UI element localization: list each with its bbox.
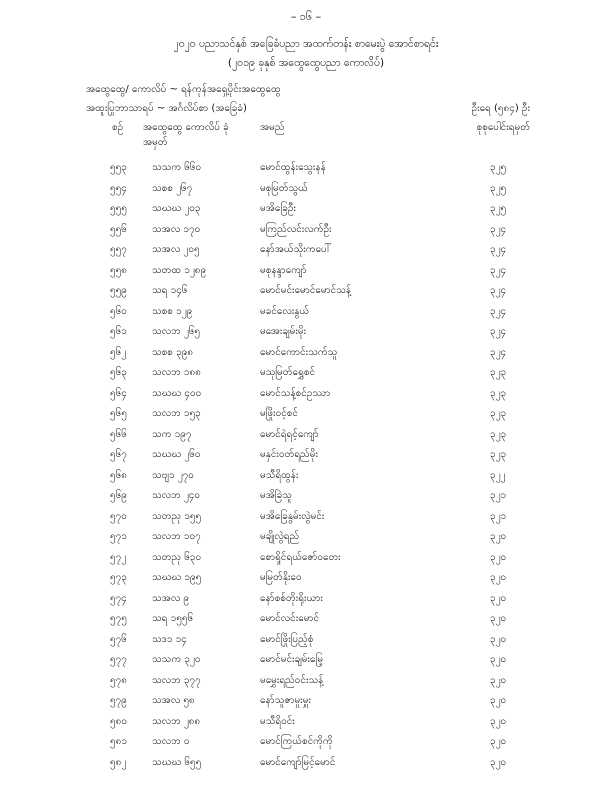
table-row [0, 509, 612, 530]
document-subtitle: (၂၀၁၉ ခုနှစ် အထွေထွေပညာ ကောလိပ်) [227, 57, 385, 69]
roll-cell: သဃဃ ၆၅၅ [152, 756, 202, 768]
serial-cell: ၅၈၁ [110, 736, 127, 747]
table-row [0, 222, 612, 243]
roll-cell: သအလ ၅၈ [152, 695, 195, 706]
results-list [0, 160, 612, 775]
table-row [0, 427, 612, 448]
table-row [0, 652, 612, 673]
subject-line: အထူးပြုဘာသာရပ် ~ အင်္ဂလိပ်စာ (အခြေခံ) [86, 103, 247, 114]
table-row [0, 570, 612, 591]
mark-cell: ၃၂၀ [490, 572, 507, 583]
table-row [0, 263, 612, 284]
mark-cell: ၃၂၀ [490, 531, 507, 542]
header-total-marks: စုစုပေါင်းရမှတ် [476, 122, 530, 133]
name-cell: မဖြိုးဝင့်စင် [260, 408, 298, 419]
name-cell: မသီရိထွန်း [260, 469, 299, 481]
roll-cell: သစစ ၃၉၈ [152, 346, 194, 358]
roll-cell: သတညု ၁၅၅ [152, 510, 202, 522]
roll-cell: သအလ ၉ [152, 592, 190, 604]
table-row [0, 406, 612, 427]
mark-cell: ၃၂၀ [490, 756, 507, 768]
name-cell: နော်စစ်တိုးရိုးယား [260, 592, 323, 604]
name-cell: မောင်မင်းမောင်မောင်သန့် [260, 285, 352, 296]
name-cell: မောင်ထွန်းသွေးနန် [260, 162, 326, 173]
serial-cell: ၅၅၆ [110, 223, 127, 235]
serial-cell: ၅၆၂ [110, 346, 127, 358]
name-cell: မောင်မင်းချမ်းမြေ့ [260, 654, 324, 665]
student-count: ဦးရေ (၅၈၄) ဦး [471, 103, 530, 114]
table-row [0, 550, 612, 571]
roll-cell: သစစ ၂၆၇ [152, 182, 193, 194]
roll-cell: သသက ၆၆၀ [152, 162, 202, 173]
table-row [0, 447, 612, 468]
table-row [0, 693, 612, 714]
name-cell: မသီရိဝင်း [260, 715, 295, 727]
mark-cell: ၃၂၀ [490, 674, 507, 686]
mark-cell: ၃၂၄ [490, 223, 507, 235]
roll-cell: သရ ၁၅၅၆ [152, 613, 194, 624]
name-cell: မစုနန္ဒာကျော် [260, 264, 307, 276]
table-row [0, 386, 612, 407]
roll-cell: သလဘ ၁၀၇ [152, 531, 201, 542]
mark-cell: ၃၂၂ [490, 469, 506, 481]
serial-cell: ၅၇၆ [110, 633, 127, 645]
page-number: – ၁၆ – [290, 10, 322, 23]
name-cell: မကြည်လင်းလက်ဦး [260, 223, 332, 235]
serial-cell: ၅၅၈ [110, 264, 127, 276]
table-row [0, 529, 612, 550]
table-row [0, 468, 612, 489]
name-cell: နော်အယ်သိုးကပေါ် [260, 244, 332, 255]
roll-cell: သလဘ ၃၇၇ [152, 674, 201, 686]
serial-cell: ၅၇၅ [110, 613, 127, 624]
header-name: အမည် [260, 122, 285, 133]
roll-cell: သလဘ ၀ [152, 736, 190, 747]
table-row [0, 365, 612, 386]
name-cell: နော်သူဇာမှုးမှူး [260, 695, 311, 706]
name-cell: မအိခြေဦး [260, 203, 296, 214]
school-line: အထွေထွေ/ ကောလိပ် ~ ရန်ကုန်အရှေ့ပိုင်းအထွေထွေ [86, 84, 281, 95]
header-roll: အထွေထွေ ကောလိပ် ခုံအမှတ် [143, 122, 229, 148]
name-cell: မမွှေးရည်ဝင်းသန့် [260, 674, 324, 686]
table-row [0, 242, 612, 263]
table-row [0, 304, 612, 325]
serial-cell: ၅၅၇ [110, 244, 127, 255]
roll-cell: သလဘ ၂၈၈ [152, 715, 201, 727]
serial-cell: ၅၇၇ [110, 654, 127, 665]
serial-cell: ၅၈၀ [110, 715, 127, 727]
table-row [0, 734, 612, 755]
mark-cell: ၃၂၀ [490, 736, 507, 747]
serial-cell: ၅၅၉ [110, 285, 127, 296]
roll-cell: သအလ ၁၇၀ [152, 223, 201, 235]
serial-cell: ၅၇၃ [110, 572, 127, 583]
name-cell: မောင်ကောင်းသက်သူ [260, 346, 338, 358]
table-row [0, 714, 612, 735]
serial-cell: ၅၆၆ [110, 428, 127, 440]
roll-cell: သလဘ ၂၄၀ [152, 490, 201, 501]
table-row [0, 632, 612, 653]
table-row [0, 345, 612, 366]
serial-cell: ၅၆၄ [110, 387, 127, 399]
mark-cell: ၃၂၀ [490, 715, 507, 727]
mark-cell: ၃၂၀ [490, 633, 507, 645]
name-cell: မောင်ရဲရင့်ကျော် [260, 428, 319, 440]
mark-cell: ၃၂၁ [490, 510, 507, 522]
table-row [0, 673, 612, 694]
serial-cell: ၅၅၅ [110, 203, 127, 214]
roll-cell: သရ ၁၄၆ [152, 285, 188, 296]
name-cell: မောင်ကျော်မြင့်မောင် [260, 756, 336, 768]
mark-cell: ၃၂၀ [490, 551, 507, 563]
name-cell: မောင်ဖြိုးပြည့်စုံ [260, 633, 314, 645]
roll-cell: သအလ ၂၀၅ [152, 244, 200, 255]
name-cell: မောင်လင်းမောင် [260, 613, 320, 624]
table-row [0, 160, 612, 181]
serial-cell: ၅၆၈ [110, 469, 127, 481]
mark-cell: ၃၂၃ [490, 408, 507, 419]
mark-cell: ၃၂၀ [490, 613, 507, 624]
serial-cell: ၅၇၉ [110, 695, 127, 706]
mark-cell: ၃၂၀ [490, 695, 507, 706]
mark-cell: ၃၂၄ [490, 305, 507, 317]
name-cell: မအိခြေနွမ်းလွဲမင်း [260, 510, 325, 522]
name-cell: မနှင်းဝတ်ရည်မိုး [260, 449, 318, 460]
table-row [0, 755, 612, 776]
name-cell: မအိခြဲသူ [260, 490, 292, 501]
table-row [0, 488, 612, 509]
serial-cell: ၅၇၄ [110, 592, 127, 604]
name-cell: မစုမြတ်သွယ် [260, 182, 308, 194]
table-row [0, 611, 612, 632]
roll-cell: သတညု ၆၃၀ [152, 551, 202, 563]
document-title: ၂၀၂၀ ပညာသင်နှစ် အခြေခံပညာ အထက်တန်း စာမေးပွဲ အောင်စာရင်း [173, 38, 439, 50]
roll-cell: သလဘ ၁၅၃ [152, 408, 201, 419]
name-cell: မခင်လေးနွယ် [260, 305, 310, 317]
header-serial: စဉ် [112, 122, 124, 133]
serial-cell: ၅၆၉ [110, 490, 127, 501]
table-row [0, 201, 612, 222]
roll-cell: သလဘ ၂၆၅ [152, 326, 201, 337]
mark-cell: ၃၂၅ [490, 182, 507, 194]
serial-cell: ၅၅၄ [110, 182, 127, 194]
roll-cell: သလဘ ၁၈၈ [152, 367, 201, 378]
name-cell: စောရှိုင်ရယ်ဇော်ဝတေး [260, 551, 341, 563]
mark-cell: ၃၂၄ [490, 264, 507, 276]
serial-cell: ၅၇၁ [110, 531, 127, 542]
serial-cell: ၅၇၀ [110, 510, 127, 522]
name-cell: မအေးချမ်းမိုး [260, 326, 307, 337]
serial-cell: ၅၇၈ [110, 674, 127, 686]
serial-cell: ၅၆၃ [110, 367, 127, 378]
mark-cell: ၃၂၀ [490, 654, 507, 665]
name-cell: မသုမြတ်ရွှေစင် [260, 367, 316, 378]
roll-cell: သဒ၁ ၁၄ [152, 633, 187, 645]
serial-cell: ၅၈၂ [110, 756, 127, 768]
serial-cell: ၅၆၁ [110, 326, 127, 337]
mark-cell: ၃၂၄ [490, 346, 507, 358]
roll-cell: သဃဃ ၄၀၀ [152, 387, 202, 399]
roll-cell: သစစ ၁၂၉ [152, 305, 193, 317]
mark-cell: ၃၂၃ [490, 367, 507, 378]
mark-cell: ၃၂၄ [490, 244, 507, 255]
name-cell: မချိုလွဲရည် [260, 531, 300, 542]
roll-cell: သဗျ၁ ၂၇၀ [152, 469, 194, 481]
roll-cell: သဃဃ ၁၉၅ [152, 572, 202, 583]
name-cell: မောင်ကြယ်စင်ကိုကို [260, 736, 333, 747]
mark-cell: ၃၂၄ [490, 326, 507, 337]
serial-cell: ၅၆၇ [110, 449, 127, 460]
roll-cell: သဃဃ ၂၀၃ [152, 203, 201, 214]
mark-cell: ၃၂၃ [490, 449, 507, 460]
table-row [0, 283, 612, 304]
roll-cell: သဃဃ ၂၆၀ [152, 449, 201, 460]
roll-cell: သသက ၃၂၀ [152, 654, 201, 665]
serial-cell: ၅၆၀ [110, 305, 127, 317]
name-cell: မောင်သန့်စင်ဥဿာ [260, 387, 331, 399]
serial-cell: ၅၆၅ [110, 408, 127, 419]
table-row [0, 181, 612, 202]
mark-cell: ၃၂၅ [490, 162, 507, 173]
mark-cell: ၃၂၀ [490, 592, 507, 604]
mark-cell: ၃၂၃ [490, 387, 507, 399]
table-row [0, 324, 612, 345]
mark-cell: ၃၂၄ [490, 285, 507, 296]
table-row [0, 591, 612, 612]
mark-cell: ၃၂၁ [490, 490, 507, 501]
roll-cell: သက ၁၉၇ [152, 428, 192, 440]
serial-cell: ၅၅၃ [110, 162, 127, 173]
mark-cell: ၃၂၅ [490, 203, 507, 214]
serial-cell: ၅၇၂ [110, 551, 127, 563]
mark-cell: ၃၂၃ [490, 428, 507, 440]
name-cell: မမြတ်နိုးဝေ [260, 572, 302, 583]
roll-cell: သတထ ၁၂၈၉ [152, 264, 207, 276]
